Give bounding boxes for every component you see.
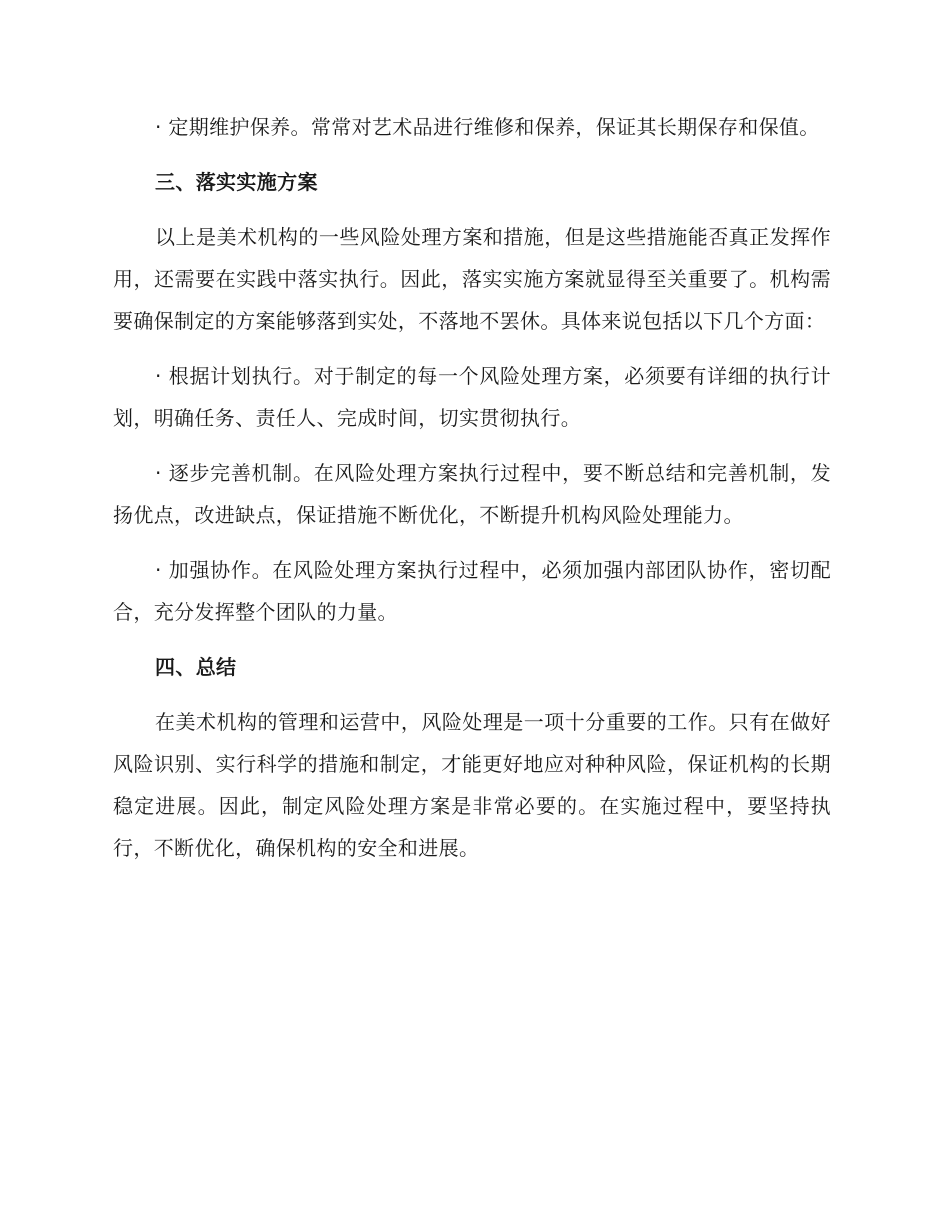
document-body [113, 106, 831, 882]
paragraph-maintenance-bullet: · 定期维护保养。常常对艺术品进行维修和保养，保证其长期保存和保值。 [155, 115, 820, 139]
paragraph-summary: 在美术机构的管理和运营中，风险处理是一项十分重要的工作。只有在做好风险识别、实行科学的措施和制定，才能更好地应对种种风险，保证机构的长期稳定进展。因此，制定风险处理方案是非常必要的。在实施过程中，要坚持执行，不断优化，确保机构的安全和进展。 [113, 710, 831, 860]
paragraph-plan-execution-bullet: · 根据计划执行。对于制定的每一个风险处理方案，必须要有详细的执行计划，明确任务、责任人、完成时间，切实贯彻执行。 [113, 364, 831, 430]
paragraph-collaboration-bullet: · 加强协作。在风险处理方案执行过程中，必须加强内部团队协作，密切配合，充分发挥整个团队的力量。 [113, 558, 831, 624]
paragraph-mechanism-bullet: · 逐步完善机制。在风险处理方案执行过程中，要不断总结和完善机制，发扬优点，改进缺点，保证措施不断优化，不断提升机构风险处理能力。 [113, 461, 831, 527]
paragraph-implementation-intro: 以上是美术机构的一些风险处理方案和措施，但是这些措施能否真正发挥作用，还需要在实践中落实执行。因此，落实实施方案就显得至关重要了。机构需要确保制定的方案能够落到实处，不落地不罢休。具体来说包括以下几个方面： [113, 225, 831, 333]
section-heading-implementation: 三、落实实施方案 [155, 170, 318, 194]
section-heading-summary: 四、总结 [155, 655, 237, 679]
